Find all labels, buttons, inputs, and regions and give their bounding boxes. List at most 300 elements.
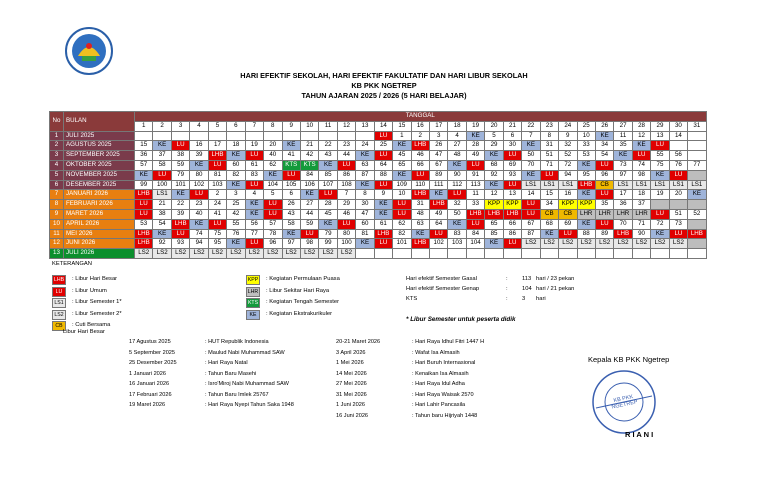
calendar-cell: 10 — [577, 131, 595, 141]
calendar-cell: 74 — [632, 160, 650, 170]
calendar-cell: LU — [282, 170, 300, 180]
calendar-cell: 68 — [540, 219, 558, 229]
calendar-cell: 52 — [559, 151, 577, 161]
calendar-cell: LS2 — [614, 239, 632, 249]
calendar-cell: KE — [577, 190, 595, 200]
calendar-cell: KE — [356, 151, 374, 161]
calendar-cell: KE — [448, 160, 466, 170]
calendar-cell: LS2 — [227, 249, 245, 259]
calendar-cell — [282, 131, 300, 141]
holiday-date: 27 Mei 2026 — [336, 381, 367, 387]
calendar-cell: 86 — [503, 229, 521, 239]
legend-label: : Libur Umum — [72, 287, 107, 294]
row-month: OKTOBER 2025 — [64, 160, 135, 170]
calendar-cell: 87 — [522, 229, 540, 239]
calendar-cell: 70 — [522, 160, 540, 170]
calendar-cell: 11 — [614, 131, 632, 141]
calendar-cell: 2 — [411, 131, 429, 141]
calendar-cell: 63 — [356, 160, 374, 170]
calendar-cell: LHB — [135, 190, 153, 200]
effective-days — [406, 275, 706, 311]
calendar-cell: 15 — [540, 190, 558, 200]
calendar-cell: 45 — [319, 209, 337, 219]
calendar-cell: 79 — [171, 170, 189, 180]
calendar-cell: LS1 — [153, 190, 171, 200]
day-header: 28 — [632, 121, 650, 131]
calendar-cell: LU — [374, 180, 392, 190]
calendar-cell: 92 — [485, 170, 503, 180]
calendar-cell: 67 — [522, 219, 540, 229]
calendar-cell: 44 — [337, 151, 355, 161]
calendar-cell — [632, 249, 650, 259]
holiday-desc: : Tahun Baru Masehi — [205, 370, 257, 377]
calendar-cell: 16 — [559, 190, 577, 200]
calendar-cell: 30 — [503, 141, 521, 151]
calendar-cell: 100 — [337, 239, 355, 249]
calendar-cell: 97 — [282, 239, 300, 249]
calendar-cell — [393, 249, 411, 259]
calendar-cell: 48 — [411, 209, 429, 219]
calendar-cell: 55 — [227, 219, 245, 229]
libur-heading: Libur Hari Besar — [63, 329, 105, 335]
holiday-date: 1 Juni 2026 — [336, 402, 365, 408]
calendar-cell: 61 — [245, 160, 263, 170]
day-header: 30 — [669, 121, 687, 131]
effective-days-text: : — [506, 286, 508, 292]
calendar-cell: KE — [300, 190, 318, 200]
calendar-cell: 13 — [651, 131, 669, 141]
calendar-cell: 36 — [135, 151, 153, 161]
holiday-desc: : Hari Raya Natal — [205, 360, 248, 366]
calendar-row — [50, 200, 707, 210]
calendar-cell: LS2 — [595, 239, 613, 249]
effective-days-text: hari — [536, 296, 546, 302]
calendar-cell: 82 — [393, 229, 411, 239]
calendar-cell: LS2 — [300, 249, 318, 259]
calendar-cell: LS2 — [135, 249, 153, 259]
calendar-cell: KPP — [577, 200, 595, 210]
calendar-cell: 96 — [595, 170, 613, 180]
calendar-cell: 47 — [356, 209, 374, 219]
calendar-cell: 102 — [190, 180, 208, 190]
calendar-cell: 6 — [282, 190, 300, 200]
row-number: 10 — [50, 219, 64, 229]
calendar-cell — [522, 249, 540, 259]
holiday-date: 19 Maret 2026 — [129, 402, 166, 408]
calendar-cell: 57 — [264, 219, 282, 229]
calendar-cell: 49 — [466, 151, 484, 161]
calendar-cell: 39 — [190, 151, 208, 161]
calendar-cell: LU — [540, 170, 558, 180]
calendar-cell: LU — [171, 229, 189, 239]
calendar-cell: LS1 — [669, 180, 687, 190]
calendar-cell: 45 — [393, 151, 411, 161]
calendar-cell: LU — [522, 209, 540, 219]
calendar-cell: KE — [374, 200, 392, 210]
legend-label: : Libur Semester 1* — [72, 299, 122, 305]
header-tanggal: TANGGAL — [135, 112, 707, 122]
calendar-cell: 100 — [153, 180, 171, 190]
calendar-cell: LS1 — [632, 180, 650, 190]
calendar-cell: 52 — [688, 209, 706, 219]
day-header: 7 — [245, 121, 263, 131]
calendar-cell: 23 — [190, 200, 208, 210]
calendar-cell: CB — [540, 209, 558, 219]
calendar-cell: LS2 — [522, 239, 540, 249]
calendar-cell — [688, 131, 706, 141]
calendar-cell: 32 — [448, 200, 466, 210]
calendar-row — [50, 151, 707, 161]
holiday-date: 25 Desember 2025 — [129, 360, 177, 366]
calendar-cell: 24 — [356, 141, 374, 151]
calendar-cell: 107 — [319, 180, 337, 190]
calendar-cell: KE — [540, 229, 558, 239]
calendar-cell: LHR — [595, 209, 613, 219]
calendar-cell: LHB — [485, 209, 503, 219]
calendar-cell: 92 — [153, 239, 171, 249]
calendar-cell: 15 — [135, 141, 153, 151]
calendar-cell: 49 — [430, 209, 448, 219]
holiday-date: 16 Januari 2026 — [129, 381, 170, 387]
effective-days-text: : — [506, 276, 508, 282]
calendar-cell: 93 — [171, 239, 189, 249]
calendar-cell: LS2 — [153, 249, 171, 259]
calendar-cell: 3 — [430, 131, 448, 141]
calendar-cell: KE — [374, 209, 392, 219]
school-stamp — [590, 368, 658, 436]
calendar-cell: 2 — [208, 190, 226, 200]
calendar-cell: 51 — [540, 151, 558, 161]
calendar-cell: 77 — [688, 160, 706, 170]
calendar-cell: 76 — [227, 229, 245, 239]
calendar-cell: LS2 — [171, 249, 189, 259]
calendar-cell: 27 — [448, 141, 466, 151]
calendar-cell: 42 — [300, 151, 318, 161]
calendar-cell: KE — [632, 141, 650, 151]
holiday-desc: : Hari Raya Nyepi Tahun Saka 1948 — [205, 402, 294, 408]
calendar-cell: KE — [522, 141, 540, 151]
calendar-cell: 77 — [245, 229, 263, 239]
day-header: 4 — [190, 121, 208, 131]
calendar-cell: LU — [337, 160, 355, 170]
holiday-date: 5 September 2025 — [129, 349, 176, 356]
row-number: 5 — [50, 170, 64, 180]
calendar-cell: 48 — [448, 151, 466, 161]
keterangan-heading: KETERANGAN — [52, 261, 92, 267]
calendar-cell: KE — [190, 219, 208, 229]
row-number: 4 — [50, 160, 64, 170]
calendar-cell: LU — [153, 170, 171, 180]
calendar-cell: 21 — [300, 141, 318, 151]
calendar-cell: 10 — [393, 190, 411, 200]
holiday-desc: : Hari Raya Idhul Fitri 1447 H — [412, 339, 485, 345]
holiday-date: 31 Mei 2026 — [336, 391, 367, 398]
calendar-cell — [577, 249, 595, 259]
doc-title-3: TAHUN AJARAN 2025 / 2026 (5 HARI BELAJAR) — [301, 91, 467, 100]
calendar-cell: 93 — [503, 170, 521, 180]
day-header: 12 — [337, 121, 355, 131]
school-logo — [64, 26, 114, 76]
calendar-cell: LS2 — [651, 239, 669, 249]
row-number: 2 — [50, 141, 64, 151]
calendar-cell: KE — [448, 219, 466, 229]
day-header: 9 — [282, 121, 300, 131]
calendar-cell: 70 — [614, 219, 632, 229]
calendar-cell: 90 — [448, 170, 466, 180]
calendar-cell: 4 — [448, 131, 466, 141]
calendar-cell: 54 — [153, 219, 171, 229]
day-header: 16 — [411, 121, 429, 131]
effective-days-text: KTS — [406, 296, 418, 302]
day-header: 3 — [171, 121, 189, 131]
calendar-cell: LU — [337, 219, 355, 229]
calendar-cell: LU — [245, 151, 263, 161]
calendar-cell: 62 — [393, 219, 411, 229]
calendar-cell: KE — [264, 170, 282, 180]
calendar-cell: LS1 — [688, 180, 706, 190]
calendar-cell: 91 — [466, 170, 484, 180]
calendar-cell: LU — [595, 219, 613, 229]
calendar-cell: LHB — [614, 229, 632, 239]
calendar-cell: 79 — [319, 229, 337, 239]
holiday-desc: : HUT Republik Indonesia — [205, 339, 269, 345]
day-header: 23 — [540, 121, 558, 131]
calendar-cell: 81 — [208, 170, 226, 180]
calendar-cell: LS1 — [651, 180, 669, 190]
calendar-cell: KE — [282, 141, 300, 151]
calendar-cell: 111 — [430, 180, 448, 190]
calendar-cell: 33 — [577, 141, 595, 151]
calendar-cell: KE — [577, 219, 595, 229]
calendar-cell: 20 — [264, 141, 282, 151]
legend-left — [52, 275, 162, 335]
doc-title-1: HARI EFEKTIF SEKOLAH, HARI EFEKTIF FAKULTATIF DAN HARI LIBUR SEKOLAH — [240, 71, 528, 80]
calendar-cell: 112 — [448, 180, 466, 190]
legend-swatch: KE — [246, 310, 260, 320]
calendar-cell: 22 — [171, 200, 189, 210]
calendar-cell: LU — [669, 229, 687, 239]
calendar-row — [50, 229, 707, 239]
calendar-cell: 90 — [632, 229, 650, 239]
calendar-cell: LS2 — [577, 239, 595, 249]
legend-label: : Libur Hari Besar — [72, 276, 118, 282]
day-header: 26 — [595, 121, 613, 131]
row-number: 7 — [50, 190, 64, 200]
doc-title-2: KB PKK NGETREP — [351, 81, 417, 90]
calendar-cell: 47 — [430, 151, 448, 161]
calendar-cell: 21 — [153, 200, 171, 210]
calendar-cell: 14 — [522, 190, 540, 200]
row-month: JULI 2025 — [64, 131, 135, 141]
day-header: 14 — [374, 121, 392, 131]
calendar-cell: 66 — [503, 219, 521, 229]
calendar-cell — [448, 249, 466, 259]
calendar-cell: 18 — [632, 190, 650, 200]
calendar-cell: 31 — [540, 141, 558, 151]
calendar-cell: 12 — [485, 190, 503, 200]
calendar-cell: 34 — [540, 200, 558, 210]
calendar-cell: LU — [651, 209, 669, 219]
calendar-row — [50, 219, 707, 229]
calendar-cell — [595, 249, 613, 259]
row-number: 11 — [50, 229, 64, 239]
calendar-cell: KE — [688, 190, 706, 200]
calendar-cell — [430, 249, 448, 259]
calendar-cell: 113 — [466, 180, 484, 190]
calendar-cell: LHB — [208, 151, 226, 161]
legend-mid — [246, 275, 396, 323]
calendar-cell: LS2 — [264, 249, 282, 259]
calendar-cell: 96 — [264, 239, 282, 249]
calendar-cell: 39 — [171, 209, 189, 219]
calendar-cell: 17 — [614, 190, 632, 200]
calendar-cell: LHR — [577, 209, 595, 219]
calendar-cell: 89 — [595, 229, 613, 239]
holiday-date: 1 Januari 2026 — [129, 370, 167, 377]
calendar-cell: 19 — [245, 141, 263, 151]
calendar-cell: 44 — [300, 209, 318, 219]
calendar-cell — [688, 219, 706, 229]
row-month: MEI 2026 — [64, 229, 135, 239]
calendar-cell: 83 — [448, 229, 466, 239]
calendar-cell: 64 — [374, 160, 392, 170]
effective-days-text: hari / 21 pekan — [536, 286, 575, 292]
calendar-cell: 17 — [208, 141, 226, 151]
holiday-date: 1 Mei 2026 — [336, 360, 364, 366]
calendar-cell: 106 — [300, 180, 318, 190]
calendar-cell — [466, 249, 484, 259]
calendar-cell: 50 — [522, 151, 540, 161]
calendar-cell: 26 — [282, 200, 300, 210]
calendar-cell: KE — [651, 170, 669, 180]
calendar-cell — [559, 249, 577, 259]
day-header: 11 — [319, 121, 337, 131]
calendar-cell: 78 — [264, 229, 282, 239]
calendar-cell: KPP — [485, 200, 503, 210]
calendar-cell: 56 — [245, 219, 263, 229]
calendar-cell: KE — [411, 229, 429, 239]
legend-swatch: LS1 — [52, 298, 66, 308]
calendar-cell: 28 — [319, 200, 337, 210]
calendar-cell: LS2 — [559, 239, 577, 249]
row-number: 6 — [50, 180, 64, 190]
calendar-cell: 6 — [503, 131, 521, 141]
calendar-cell: LHB — [411, 141, 429, 151]
calendar-cell: 82 — [227, 170, 245, 180]
effective-days-text: 104 — [522, 286, 532, 292]
calendar-cell: LU — [135, 200, 153, 210]
effective-days-text: 113 — [522, 276, 532, 282]
day-header: 19 — [466, 121, 484, 131]
calendar-cell: 58 — [153, 160, 171, 170]
legend-label: : Kegiatan Tengah Semester — [266, 299, 340, 305]
calendar-cell: 72 — [651, 219, 669, 229]
day-header: 1 — [135, 121, 153, 131]
row-month: JULI 2026 — [64, 249, 135, 259]
calendar-cell: LHB — [503, 209, 521, 219]
calendar-cell: KE — [595, 131, 613, 141]
calendar-cell: 98 — [300, 239, 318, 249]
row-number: 8 — [50, 200, 64, 210]
calendar-cell: KE — [577, 160, 595, 170]
calendar-row — [50, 209, 707, 219]
calendar-cell: 40 — [190, 209, 208, 219]
calendar-cell: 35 — [614, 141, 632, 151]
calendar-cell: 41 — [282, 151, 300, 161]
calendar-cell — [337, 131, 355, 141]
calendar-cell: 68 — [485, 160, 503, 170]
semester-note: * Libur Semester untuk peserta didik — [406, 316, 516, 323]
calendar-cell: LU — [190, 190, 208, 200]
effective-days-text: : — [506, 296, 508, 302]
day-header: 31 — [688, 121, 706, 131]
holiday-desc: : Tahun baru Hijriyah 1448 — [412, 412, 478, 419]
calendar-cell: 7 — [337, 190, 355, 200]
calendar-cell: 26 — [430, 141, 448, 151]
calendar-row — [50, 249, 707, 259]
calendar-cell: 59 — [171, 160, 189, 170]
holiday-desc: : Hari Raya Waisak 2570 — [412, 391, 474, 398]
calendar-cell: 103 — [208, 180, 226, 190]
calendar-cell: LU — [374, 131, 392, 141]
calendar-cell: 74 — [190, 229, 208, 239]
calendar-cell: KPP — [559, 200, 577, 210]
calendar-cell: 88 — [374, 170, 392, 180]
calendar-cell: LHB — [466, 209, 484, 219]
calendar-cell — [669, 141, 687, 151]
calendar-cell — [688, 151, 706, 161]
calendar-cell: LU — [171, 141, 189, 151]
calendar-cell: 51 — [669, 209, 687, 219]
calendar-cell: LU — [245, 180, 263, 190]
calendar-cell: 8 — [356, 190, 374, 200]
calendar-cell: 35 — [595, 200, 613, 210]
calendar-cell: LU — [466, 160, 484, 170]
row-month: AGUSTUS 2025 — [64, 141, 135, 151]
calendar-cell: KE — [393, 141, 411, 151]
day-header: 18 — [448, 121, 466, 131]
day-header: 2 — [153, 121, 171, 131]
calendar-cell: 37 — [632, 200, 650, 210]
holiday-desc: : Hari Lahir Pancasila — [412, 402, 466, 408]
calendar-cell: KE — [614, 151, 632, 161]
calendar-cell: 108 — [337, 180, 355, 190]
row-month: DESEMBER 2025 — [64, 180, 135, 190]
calendar-cell: LU — [466, 219, 484, 229]
effective-days-text: hari / 23 pekan — [536, 276, 575, 282]
calendar-cell: LU — [595, 160, 613, 170]
calendar-cell — [688, 170, 706, 180]
calendar-cell: LU — [300, 229, 318, 239]
calendar-cell: 40 — [264, 151, 282, 161]
calendar-cell: 94 — [190, 239, 208, 249]
calendar-cell: LS1 — [614, 180, 632, 190]
calendar-cell: 85 — [485, 229, 503, 239]
calendar-cell: 75 — [208, 229, 226, 239]
calendar-cell: KE — [393, 170, 411, 180]
calendar-cell: 60 — [356, 219, 374, 229]
day-header: 6 — [227, 121, 245, 131]
holiday-desc: : Hari Buruh Internasional — [412, 360, 476, 366]
legend-swatch: LU — [52, 287, 66, 297]
row-month: MARET 2026 — [64, 209, 135, 219]
calendar-cell: 4 — [245, 190, 263, 200]
calendar-cell: 105 — [282, 180, 300, 190]
calendar-cell: 7 — [522, 131, 540, 141]
calendar-cell: KE — [227, 151, 245, 161]
calendar-cell — [540, 249, 558, 259]
row-month: APRIL 2026 — [64, 219, 135, 229]
